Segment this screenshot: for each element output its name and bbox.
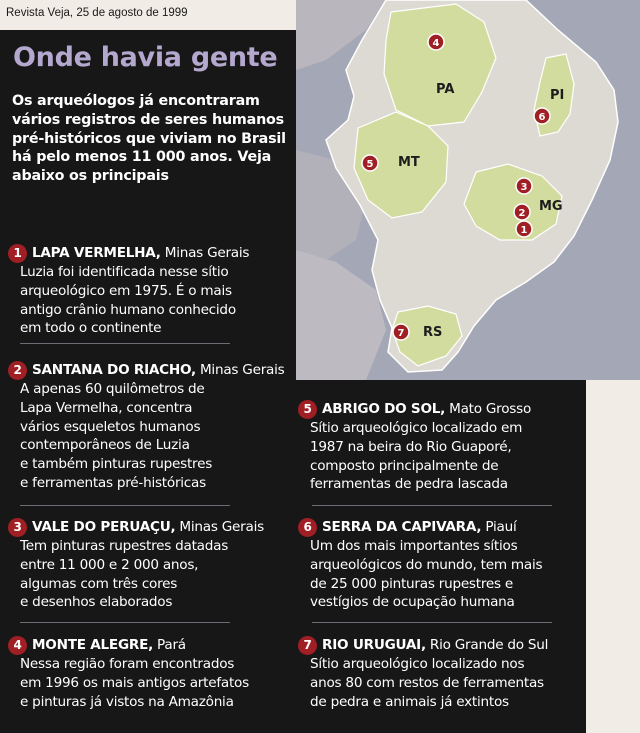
site-entry-3 (8, 518, 293, 612)
site-description: A apenas 60 quilômetros de Lapa Vermelha, concentra vários esqueletos humanos contemporâneos de Luzia e também pinturas rupestres e ferramentas pré-históricas (20, 381, 213, 491)
state-label-pi: PI (550, 88, 565, 103)
site-region: Rio Grande do Sul (429, 637, 549, 654)
site-entry-7 (298, 636, 583, 711)
site-entry-4 (8, 636, 293, 711)
site-entry-2 (8, 361, 293, 493)
site-entry-5 (298, 400, 583, 494)
intro-line: há pelo menos 11 000 anos. Veja (12, 149, 272, 166)
state-label-mt: MT (398, 155, 420, 170)
site-name: SERRA DA CAPIVARA, (322, 519, 482, 536)
state-label-mg: MG (539, 199, 563, 214)
site-number-badge: 2 (8, 361, 27, 380)
intro-line: Os arqueólogos já encontraram (12, 93, 260, 109)
site-region: Minas Gerais (164, 245, 250, 262)
map-marker-1 (516, 221, 532, 237)
site-number-badge: 5 (298, 400, 317, 419)
svg-text:6: 6 (538, 112, 546, 123)
intro-text (12, 92, 297, 186)
intro-line: vários registros de seres humanos (12, 111, 284, 128)
svg-text:5: 5 (366, 159, 374, 170)
site-number-badge: 3 (8, 518, 27, 537)
map-marker-3 (516, 178, 532, 194)
divider (20, 505, 230, 506)
svg-text:2: 2 (518, 208, 526, 219)
site-region: Minas Gerais (179, 519, 264, 536)
site-description: Um dos mais importantes sítios arqueológicos do mundo, tem mais de 25 000 pinturas rupestres e vestígios de ocupação humana (310, 538, 543, 611)
site-region: Piauí (485, 519, 517, 536)
site-region: Mato Grosso (449, 401, 532, 418)
divider (20, 622, 230, 623)
state-label-rs: RS (423, 325, 443, 340)
site-description: Luzia foi identificada nesse sítio arqueológico em 1975. É o mais antigo crânio humano conhecido em todo o continente (20, 264, 236, 337)
site-description: Tem pinturas rupestres datadas entre 11 000 e 2 000 anos, algumas com três cores e desenhos elaborados (20, 538, 229, 611)
map-marker-2 (514, 204, 530, 220)
divider (20, 343, 230, 344)
site-region: Minas Gerais (199, 362, 285, 379)
site-description: Nessa região foram encontrados em 1996 os mais antigos artefatos e pinturas já vistos na Amazônia (20, 656, 249, 710)
intro-line: abaixo os principais (12, 168, 169, 185)
svg-text:3: 3 (520, 182, 528, 193)
site-name: LAPA VERMELHA, (32, 245, 161, 262)
site-entry-1 (8, 244, 293, 338)
site-region: Pará (157, 637, 186, 654)
svg-text:4: 4 (432, 38, 440, 49)
divider (312, 505, 552, 506)
svg-text:1: 1 (520, 225, 528, 236)
source-caption: Revista Veja, 25 de agosto de 1999 (6, 7, 188, 19)
site-description: Sítio arqueológico localizado nos anos 80 com restos de ferramentas de pedra e animais já extintos (310, 656, 544, 710)
site-name: SANTANA DO RIACHO, (32, 362, 196, 379)
svg-text:7: 7 (397, 328, 405, 339)
site-number-badge: 6 (298, 518, 317, 537)
site-entry-6 (298, 518, 583, 612)
site-number-badge: 4 (8, 636, 27, 655)
map-marker-4 (428, 34, 444, 50)
header-strip (0, 0, 296, 30)
site-name: RIO URUGUAI, (322, 637, 426, 654)
site-name: VALE DO PERUAÇU, (32, 519, 176, 536)
brazil-map (296, 0, 640, 380)
site-name: ABRIGO DO SOL, (322, 401, 446, 418)
map-marker-5 (362, 155, 378, 171)
article-title: Onde havia gente (13, 42, 278, 73)
intro-line: pré-históricos que viviam no Brasil (12, 130, 286, 147)
site-number-badge: 7 (298, 636, 317, 655)
site-name: MONTE ALEGRE, (32, 637, 154, 654)
divider (312, 622, 552, 623)
map-marker-7 (393, 324, 409, 340)
map-marker-6 (534, 108, 550, 124)
site-description: Sítio arqueológico localizado em 1987 na beira do Rio Guaporé, composto principalmente de ferramentas de pedra lascada (310, 420, 523, 493)
state-label-pa: PA (436, 82, 455, 97)
site-number-badge: 1 (8, 244, 27, 263)
